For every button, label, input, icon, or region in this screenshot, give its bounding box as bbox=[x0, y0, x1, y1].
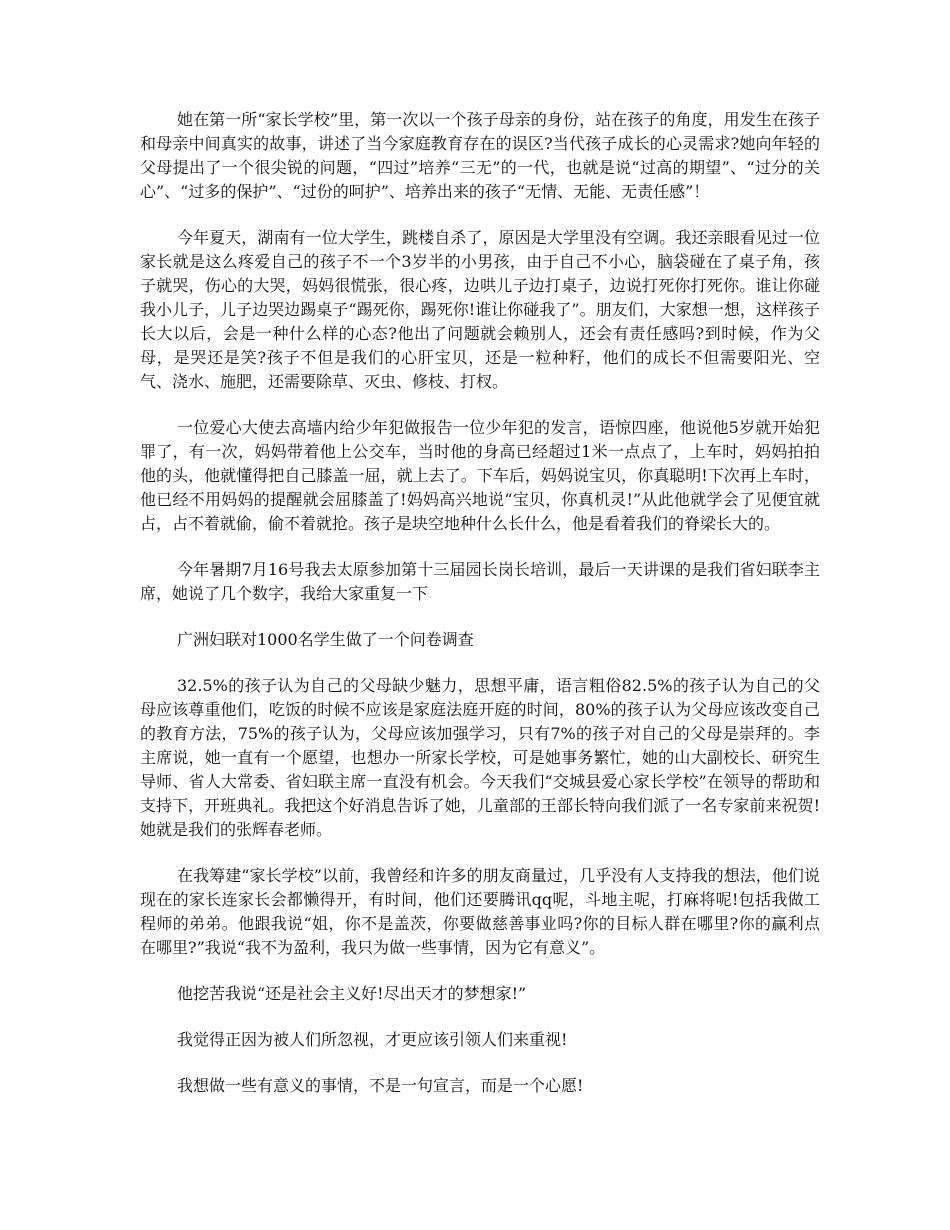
paragraph-attention: 我觉得正因为被人们所忽视，才更应该引领人们来重视! bbox=[177, 1030, 568, 1049]
paragraph-survey-heading: 广洲妇联对1000名学生做了一个问卷调查 bbox=[177, 630, 474, 649]
paragraph-wish: 我想做一些有意义的事情，不是一句宣言，而是一个心愿! bbox=[177, 1076, 584, 1095]
paragraph-summer-story: 今年夏天，湖南有一位大学生，跳楼自杀了，原因是大学里没有空调。我还亲眼看见过一位家长就是这么疼爱自己的孩子不一个3岁半的小男孩，由于自己不小心，脑袋碰在了桌子角，孩子就哭，伤心的大哭，妈妈很慌张，很心疼，边哄儿子边打桌子，边说打死你打死你。谁让你碰我小儿子，儿子边哭边踢桌子“踢死你，踢死你!谁让你碰我了”。朋友们，大家想一想，这样孩子长大以后，会是一种什么样的心态?他出了问题就会赖别人，还会有责任感吗?到时候，作为父母，是哭还是笑?孩子不但是我们的心肝宝贝，还是一粒种籽，他们的成长不但需要阳光、空气、浇水、施肥，还需要除草、灭虫、修枝、打杈。 bbox=[140, 228, 820, 391]
paragraph-founding-story: 在我筹建“家长学校”以前，我曾经和许多的朋友商量过，几乎没有人支持我的想法，他们说现在的家长连家长会都懒得开，有时间，他们还要腾讯qq呢，斗地主呢，打麻将呢!包括我做工程师的弟弟。他跟我说“姐，你不是盖茨，你要做慈善事业吗?你的目标人群在哪里?你的赢利点在哪里?”我说“我不为盈利，我只为做一些事情，因为它有意义”。 bbox=[140, 866, 820, 957]
paragraph-survey-results: 32.5%的孩子认为自己的父母缺少魅力，思想平庸，语言粗俗82.5%的孩子认为自己的父母应该尊重他们，吃饭的时候不应该是家庭法庭开庭的时间，80%的孩子认为父母应该改变自己的教育方法，75%的孩子认为，父母应该加强学习，只有7%的孩子对自己的父母是崇拜的。李主席说，她一直有一个愿望，也想办一所家长学校，可是她事务繁忙，她的山大副校长、研究生导师、省人大常委、省妇联主席一直没有机会。今天我们“交城县爱心家长学校”在领导的帮助和支持下，开班典礼。我把这个好消息告诉了她，儿童部的王部长特向我们派了一名专家前来祝贺!她就是我们的张辉春老师。 bbox=[140, 676, 820, 839]
paragraph-brother-quote: 他挖苦我说“还是社会主义好!尽出天才的梦想家!” bbox=[177, 984, 527, 1003]
paragraph-juvenile-offender: 一位爱心大使去高墙内给少年犯做报告一位少年犯的发言，语惊四座，他说他5岁就开始犯罪了，有一次，妈妈带着他上公交车，当时他的身高已经超过1米一点点了，上车时，妈妈拍拍他的头，他就懂得把自己膝盖一屈，就上去了。下车后，妈妈说宝贝，你真聪明!下次再上车时，他已经不用妈妈的提醒就会屈膝盖了!妈妈高兴地说“宝贝，你真机灵!”从此他就学会了见便宜就占，占不着就偷，偷不着就抢。孩子是块空地种什么长什么，他是看着我们的脊梁长大的。 bbox=[140, 418, 820, 533]
document-body bbox=[140, 108, 820, 1120]
paragraph-parent-school-intro: 她在第一所“家长学校”里，第一次以一个孩子母亲的身份，站在孩子的角度，用发生在孩子和母亲中间真实的故事，讲述了当今家庭教育存在的误区?当代孩子成长的心灵需求?她向年轻的父母提出了一个很尖锐的问题，“四过”培养“三无”的一代，也就是说“过高的期望”、“过分的关心”、“过多的保护”、“过份的呵护”、培养出来的孩子“无情、无能、无责任感”！ bbox=[140, 110, 820, 201]
paragraph-training-trip: 今年暑期7月16号我去太原参加第十三届园长岗长培训，最后一天讲课的是我们省妇联李主席，她说了几个数字，我给大家重复一下 bbox=[140, 560, 820, 603]
